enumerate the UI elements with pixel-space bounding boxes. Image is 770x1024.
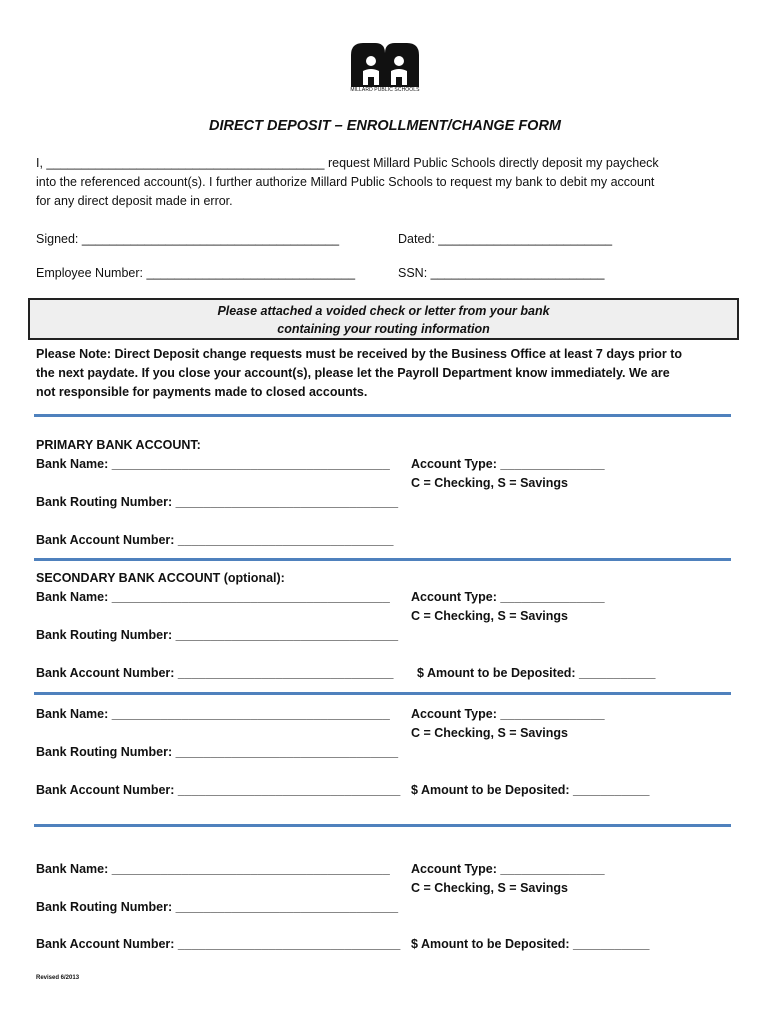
secondary-routing-field[interactable]: Bank Routing Number: ________________________________: [36, 628, 399, 642]
primary-account-number-field[interactable]: Bank Account Number: _______________________________: [36, 533, 394, 547]
please-note-line-2: the next paydate. If you close your account(s), please let the Payroll Department know immediately. We are: [36, 366, 670, 380]
primary-header: PRIMARY BANK ACCOUNT:: [36, 438, 201, 452]
please-note-line-1: Please Note: Direct Deposit change requests must be received by the Business Office at least 7 days prior to: [36, 347, 683, 361]
third-type-legend: C = Checking, S = Savings: [411, 726, 569, 740]
third-account-number-field[interactable]: Bank Account Number: ________________________________: [36, 783, 401, 797]
employee-number-field[interactable]: Employee Number: ______________________________: [36, 266, 356, 280]
ssn-field[interactable]: SSN: _________________________: [398, 266, 605, 280]
third-amount-field[interactable]: $ Amount to be Deposited: ___________: [411, 783, 650, 797]
fourth-account-number-field[interactable]: Bank Account Number: ________________________________: [36, 937, 401, 951]
primary-type-legend: C = Checking, S = Savings: [411, 476, 569, 490]
section-divider: [34, 414, 731, 417]
section-divider: [34, 824, 731, 827]
secondary-account-type-field[interactable]: Account Type: _______________: [411, 590, 605, 604]
revision-date: Revised 6/2013: [36, 975, 80, 981]
third-routing-field[interactable]: Bank Routing Number: ________________________________: [36, 745, 399, 759]
section-divider: [34, 558, 731, 561]
primary-routing-field[interactable]: Bank Routing Number: ________________________________: [36, 495, 399, 509]
intro-line-3: for any direct deposit made in error.: [36, 194, 233, 208]
secondary-header: SECONDARY BANK ACCOUNT (optional):: [36, 571, 285, 585]
section-divider: [34, 692, 731, 695]
primary-bank-name-field[interactable]: Bank Name: ________________________________________: [36, 457, 390, 471]
fourth-bank-name-field[interactable]: Bank Name: ________________________________________: [36, 862, 390, 876]
fourth-amount-field[interactable]: $ Amount to be Deposited: ___________: [411, 937, 650, 951]
secondary-account-number-field[interactable]: Bank Account Number: _______________________________: [36, 666, 394, 680]
dated-field[interactable]: Dated: _________________________: [398, 232, 613, 246]
secondary-amount-field[interactable]: $ Amount to be Deposited: ___________: [417, 666, 656, 680]
notice-line-2: containing your routing information: [277, 322, 490, 336]
voided-check-notice: [28, 298, 739, 340]
fourth-type-legend: C = Checking, S = Savings: [411, 881, 569, 895]
logo-caption: MILLARD PUBLIC SCHOOLS: [350, 87, 420, 93]
primary-account-type-field[interactable]: Account Type: _______________: [411, 457, 605, 471]
notice-line-1: Please attached a voided check or letter from your bank: [217, 304, 550, 318]
intro-line-1: I, ________________________________________ request Millard Public Schools directly deposit my paycheck: [36, 156, 659, 170]
third-account-type-field[interactable]: Account Type: _______________: [411, 707, 605, 721]
form-title: DIRECT DEPOSIT – ENROLLMENT/CHANGE FORM: [208, 118, 562, 134]
third-bank-name-field[interactable]: Bank Name: ________________________________________: [36, 707, 390, 721]
please-note-line-3: not responsible for payments made to closed accounts.: [36, 385, 368, 399]
intro-line-2: into the referenced account(s). I further authorize Millard Public Schools to request my bank to debit my account: [36, 175, 655, 189]
fourth-routing-field[interactable]: Bank Routing Number: ________________________________: [36, 900, 399, 914]
secondary-bank-name-field[interactable]: Bank Name: ________________________________________: [36, 590, 390, 604]
signed-field[interactable]: Signed: _____________________________________: [36, 232, 340, 246]
fourth-account-type-field[interactable]: Account Type: _______________: [411, 862, 605, 876]
secondary-type-legend: C = Checking, S = Savings: [411, 609, 569, 623]
